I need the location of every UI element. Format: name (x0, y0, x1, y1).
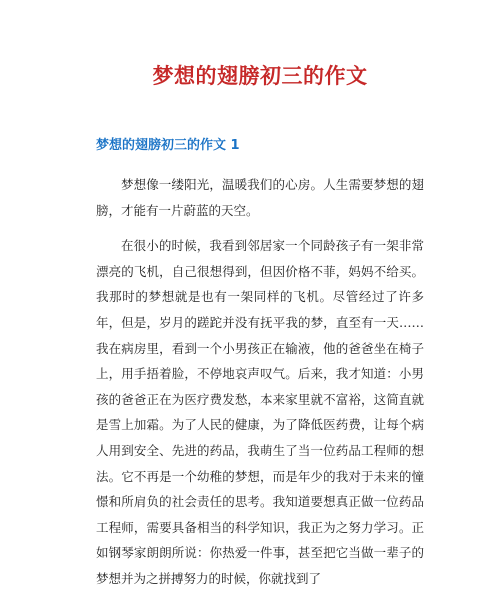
paragraph-intro: 梦想像一缕阳光，温暖我们的心房。人生需要梦想的翅膀，才能有一片蔚蓝的天空。 (96, 177, 424, 218)
section-heading: 梦想的翅膀初三的作文 1 (96, 138, 240, 153)
paragraph-body: 在很小的时候，我看到邻居家一个同龄孩子有一架非常漂亮的飞机，自己很想得到，但因价格不菲，妈妈不给买。我那时的梦想就是也有一架同样的飞机。尽管经过了许多年，但是，岁月的蹉跎并没有抚平我的梦，直至有一天……我在病房里，看到一个小男孩正在输液，他的爸爸坐在椅子上，用手捂着脸，不停地哀声叹气。后来，我才知道：小男孩的爸爸正在为医疗费发愁，本来家里就不富裕，这简直就是雪上加霜。为了人民的健康，为了降低医药费，让每个病人用到安全、先进的药品，我萌生了当一位药品工程师的想法。它不再是一个幼稚的梦想，而是年少的我对于未来的憧憬和所肩负的社会责任的思考。我知道要想真正做一位药品工程师，需要具备相当的科学知识，我正为之努力学习。正如钢琴家朗朗所说：你热爱一件事，甚至把它当做一辈子的梦想并为之拼搏努力的时候，你就找到了 (96, 238, 424, 586)
document-title: 梦想的翅膀初三的作文 (152, 64, 368, 88)
